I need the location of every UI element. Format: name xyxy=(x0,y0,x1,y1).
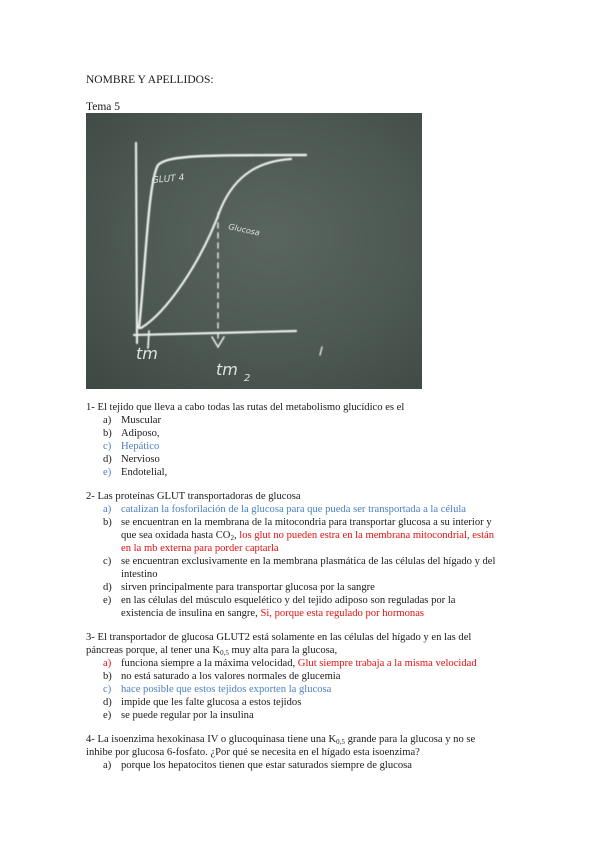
subscript: 2 xyxy=(230,534,234,542)
q3-option-c[interactable] xyxy=(103,683,331,696)
question-text: 4- La isoenzima hexokinasa IV o glucoquinasa tiene una K xyxy=(86,734,337,745)
q3-option-a[interactable] xyxy=(103,657,477,670)
option-letter: e) xyxy=(103,595,112,606)
option-letter: b) xyxy=(103,517,112,528)
option-text: , xyxy=(233,530,237,541)
q2-option-a[interactable] xyxy=(103,503,466,516)
q1-option-c[interactable] xyxy=(103,440,159,453)
label-curve1: GLUT 4 xyxy=(151,173,185,186)
x-tick xyxy=(320,347,322,355)
option-letter: d) xyxy=(103,454,112,465)
option-text: catalizan la fosforilación de la glucosa para que pueda ser transportada a la célula xyxy=(121,504,467,515)
option-letter: a) xyxy=(103,658,112,669)
option-letter: b) xyxy=(103,671,112,682)
teacher-comment: los glut no pueden estra en la membrana mitocondrial, están xyxy=(239,530,495,541)
question-text: muy alta para la glucosa, xyxy=(231,645,338,656)
topic-title: Tema 5 xyxy=(86,101,121,113)
q2-option-d[interactable] xyxy=(103,581,375,594)
q3-option-e[interactable] xyxy=(103,709,254,722)
teacher-comment: Si, porque esta regulado por hormonas xyxy=(260,608,425,619)
subscript: 0,5 xyxy=(220,649,229,657)
label-curve2: Glucosa xyxy=(227,222,261,238)
q2-option-e-cont xyxy=(121,607,424,620)
q3-text-line2 xyxy=(86,644,337,657)
q3-option-d[interactable] xyxy=(103,696,301,709)
option-text: porque los hepatocitos tienen que estar saturados siempre de glucosa xyxy=(121,760,412,771)
label-tm2: tm xyxy=(216,360,238,379)
option-text: en las células del músculo esquelético y del tejido adiposo son reguladas por la xyxy=(121,595,456,606)
q1-text: 1- El tejido que lleva a cabo todas las rutas del metabolismo glucídico es el xyxy=(86,402,405,413)
option-text: sirven principalmente para transportar glucosa por la sangre xyxy=(121,582,375,593)
option-letter: a) xyxy=(103,760,112,771)
teacher-comment: Glut siempre trabaja a la misma velocidad xyxy=(297,658,477,669)
option-text: Hepático xyxy=(121,441,160,452)
q2-option-c-cont: intestino xyxy=(121,569,158,580)
q2-text: 2- Las proteínas GLUT transportadoras de glucosa xyxy=(86,491,301,502)
name-label: NOMBRE Y APELLIDOS: xyxy=(86,74,214,86)
q2-option-e[interactable] xyxy=(103,594,456,607)
chalk-graph xyxy=(86,113,422,389)
q1-option-e[interactable] xyxy=(103,466,167,479)
q3-text-line1: 3- El transportador de glucosa GLUT2 está solamente en las células del hígado y en las del xyxy=(86,632,472,643)
option-letter: e) xyxy=(103,710,112,721)
q2-option-b[interactable] xyxy=(103,516,492,529)
option-text: Muscular xyxy=(121,415,162,426)
q3-option-b[interactable] xyxy=(103,670,340,683)
option-letter: c) xyxy=(103,441,112,452)
option-text: existencia de insulina en sangre, xyxy=(121,608,258,619)
q4-text-line1 xyxy=(86,733,475,746)
option-letter: c) xyxy=(103,556,112,567)
question-text: páncreas porque, al tener una K xyxy=(86,645,221,656)
option-text: Nervioso xyxy=(121,454,160,465)
option-text: se puede regular por la insulina xyxy=(121,710,254,721)
q2-option-b-cont xyxy=(121,529,494,542)
q2-option-b-comment: en la mb externa para porder captarla xyxy=(121,543,279,554)
option-text: hace posible que estos tejidos exporten la glucosa xyxy=(121,684,332,695)
q1-option-b[interactable] xyxy=(103,427,160,440)
option-text: funciona siempre a la máxima velocidad, xyxy=(121,658,296,669)
option-text: se encuentran exclusivamente en la membrana plasmática de las células del hígado y del xyxy=(121,556,496,567)
q4-option-a[interactable] xyxy=(103,759,412,772)
option-letter: d) xyxy=(103,697,112,708)
q4-text-line2: inhibe por glucosa 6-fosfato. ¿Por qué se necesita en el hígado esta isoenzima? xyxy=(86,747,420,758)
option-letter: b) xyxy=(103,428,112,439)
subscript: 0,5 xyxy=(336,738,345,746)
question-text: grande para la glucosa y no se xyxy=(347,734,476,745)
option-letter: a) xyxy=(103,415,112,426)
option-letter: d) xyxy=(103,582,112,593)
option-text: se encuentran en la membrana de la mitocondria para transportar glucosa a su interior y xyxy=(121,517,492,528)
option-text: que sea oxidada hasta CO xyxy=(121,530,231,541)
q1-option-a[interactable] xyxy=(103,414,161,427)
y-axis xyxy=(136,143,137,343)
option-text: Endotelial, xyxy=(121,467,168,478)
option-letter: e) xyxy=(103,467,112,478)
option-text: Adiposo, xyxy=(121,428,160,439)
option-text: no está saturado a los valores normales de glucemia xyxy=(121,671,341,682)
label-tm2-sub: 2 xyxy=(244,373,251,384)
x-axis xyxy=(134,331,296,335)
label-tm1: tm xyxy=(136,344,158,363)
q2-option-c[interactable] xyxy=(103,555,495,568)
blackboard-photo xyxy=(86,113,422,389)
option-text: impide que les falte glucosa a estos tejidos xyxy=(121,697,302,708)
q1-option-d[interactable] xyxy=(103,453,160,466)
option-letter: c) xyxy=(103,684,112,695)
option-letter: a) xyxy=(103,504,112,515)
